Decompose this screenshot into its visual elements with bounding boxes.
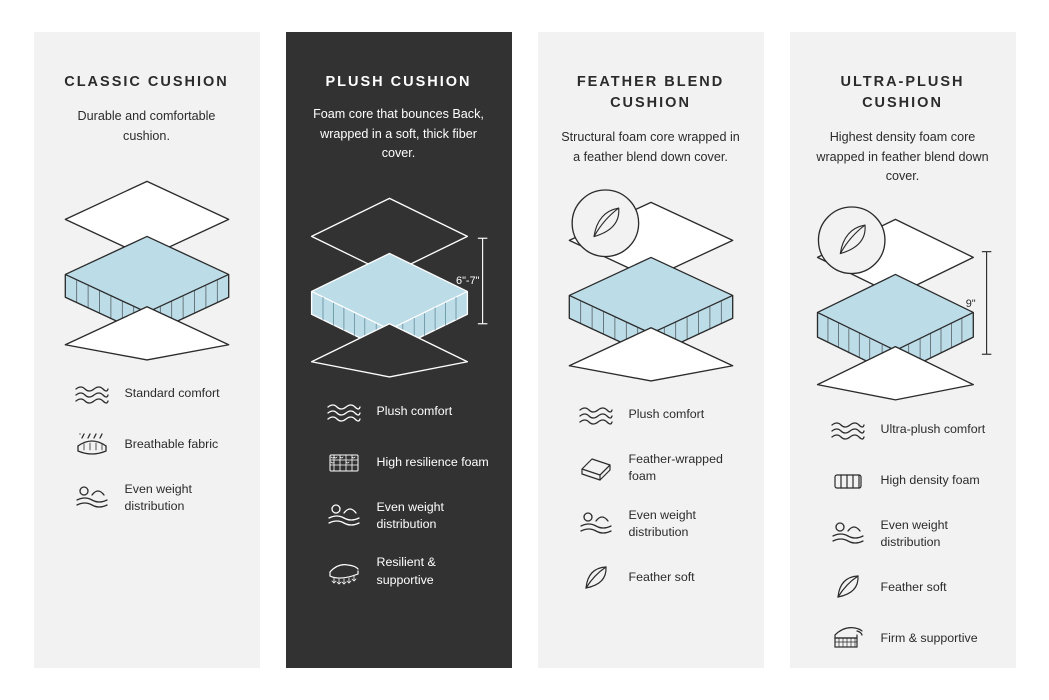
card-title: FEATHER BLEND CUSHION: [576, 74, 725, 112]
feature-label: Even weight distribution: [628, 507, 697, 540]
layers-illustration: [808, 197, 998, 407]
cushion-layer-diagram: [556, 177, 746, 392]
high-density-foam-icon: [828, 466, 868, 496]
feature-item: [828, 517, 998, 552]
cushion-layer-diagram: [304, 174, 494, 389]
feature-label: Standard comfort: [124, 386, 220, 401]
even-weight-distribution-icon: [576, 509, 616, 539]
firm-support-icon: [828, 623, 868, 653]
dimension-label: 9": [965, 297, 976, 310]
feature-label: Resilient & supportive: [376, 555, 436, 587]
layers-illustration: [304, 176, 494, 386]
feature-label: Even weight distribution: [880, 517, 949, 549]
card-description: Highest density foam core wrapped in feather blend down cover.: [816, 130, 989, 184]
honeycomb-foam-icon: [324, 448, 364, 478]
feature-item: [72, 481, 242, 516]
feature-label: Plush comfort: [628, 407, 705, 422]
feature-list: [304, 397, 494, 589]
feature-item: [72, 379, 242, 409]
feature-label: Plush comfort: [376, 403, 453, 418]
feature-label: Feather soft: [880, 579, 947, 594]
feature-list: [556, 400, 746, 592]
feature-label: High resilience foam: [376, 454, 489, 469]
cushion-layer-diagram: [808, 197, 998, 407]
feature-label: High density foam: [880, 472, 980, 487]
card-title: ULTRA-PLUSH CUSHION: [840, 74, 965, 112]
leaf-icon: [576, 563, 616, 593]
feature-item: [324, 499, 494, 534]
card-ultra-plush-cushion[interactable]: [790, 32, 1016, 668]
wave-lines-icon: [828, 415, 868, 445]
feature-item: [324, 397, 494, 427]
feature-item: [576, 451, 746, 486]
layers-illustration: [52, 159, 242, 369]
feature-item: [828, 572, 998, 602]
feature-label: Feather-wrapped foam: [628, 452, 723, 484]
feature-label: Feather soft: [628, 569, 695, 584]
wave-lines-icon: [576, 400, 616, 430]
wave-lines-icon: [324, 397, 364, 427]
card-plush-cushion[interactable]: [286, 32, 512, 668]
even-weight-distribution-icon: [828, 519, 868, 549]
feature-list: [808, 415, 998, 654]
card-description: Foam core that bounces Back, wrapped in a soft, thick fiber cover.: [313, 107, 484, 161]
feature-item: [324, 554, 494, 589]
breathable-fabric-icon: [72, 430, 112, 460]
feature-label: Ultra-plush comfort: [880, 421, 986, 436]
feature-item: [576, 563, 746, 593]
dimension-label: 6"-7": [455, 274, 480, 287]
feather-wrapped-foam-icon: [576, 453, 616, 483]
feature-list: [52, 379, 242, 516]
card-classic-cushion[interactable]: [34, 32, 260, 668]
feature-item: [828, 415, 998, 445]
wave-lines-icon: [72, 379, 112, 409]
feature-label: Breathable fabric: [124, 437, 219, 452]
feature-label: Firm & supportive: [880, 630, 978, 645]
card-title: CLASSIC CUSHION: [64, 74, 229, 90]
card-feather-blend-cushion[interactable]: [538, 32, 764, 668]
card-description: Structural foam core wrapped in a feather blend down cover.: [561, 130, 740, 164]
feature-label: Even weight distribution: [376, 499, 445, 531]
card-description: Durable and comfortable cushion.: [77, 109, 216, 143]
feature-item: [828, 466, 998, 496]
layers-illustration: [556, 180, 746, 390]
feature-item: [324, 448, 494, 478]
card-title: PLUSH CUSHION: [325, 74, 472, 90]
feature-item: [576, 507, 746, 542]
even-weight-distribution-icon: [324, 501, 364, 531]
feature-item: [576, 400, 746, 430]
even-weight-distribution-icon: [72, 483, 112, 513]
feature-label: Even weight distribution: [124, 482, 193, 514]
feature-item: [828, 623, 998, 653]
cushion-layer-diagram: [52, 156, 242, 371]
feature-item: [72, 430, 242, 460]
resilient-support-icon: [324, 557, 364, 587]
leaf-icon: [828, 572, 868, 602]
